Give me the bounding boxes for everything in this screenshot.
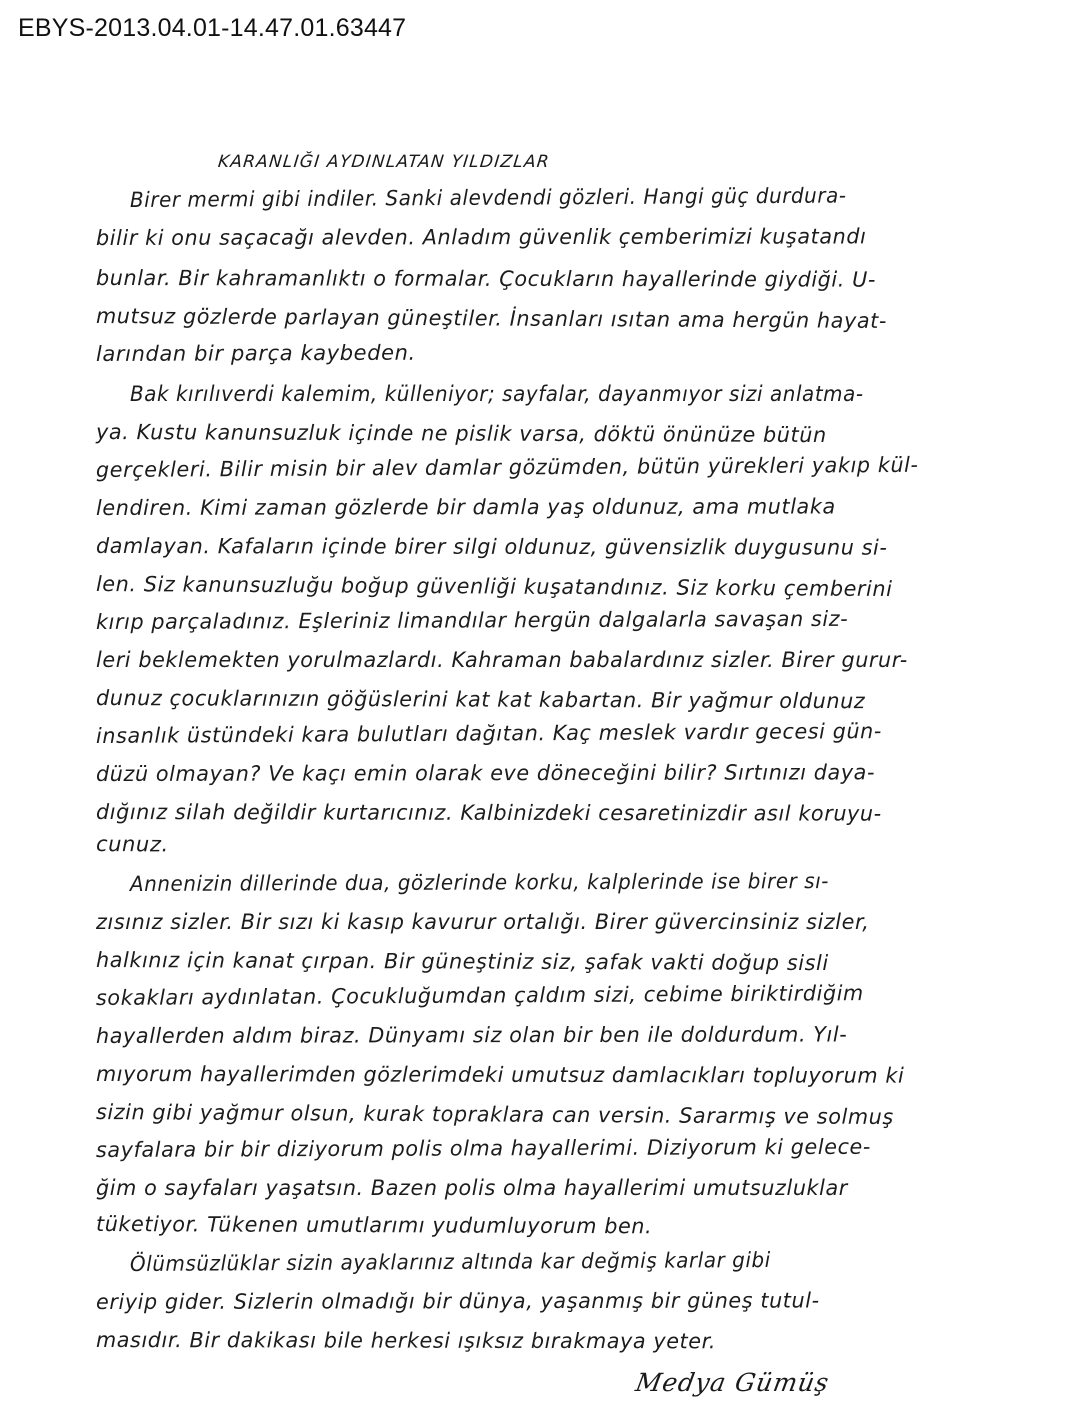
essay-line: düzü olmayan? Ve kaçı emin olarak eve döneceğini bilir? Sırtınızı daya- bbox=[95, 760, 876, 786]
essay-line: larından bir parça kaybeden. bbox=[95, 340, 416, 366]
essay-line: tüketiyor. Tükenen umutlarımı yudumluyorum ben. bbox=[95, 1212, 653, 1239]
essay-line: sokakları aydınlatan. Çocukluğumdan çaldım sizi, cebime biriktirdiğim bbox=[95, 981, 864, 1010]
essay-line: ya. Kustu kanunsuzluk içinde ne pislik varsa, döktü önünüze bütün bbox=[95, 420, 827, 448]
essay-line: mıyorum hayallerimden gözlerimdeki umutsuz damlacıkları topluyorum ki bbox=[95, 1062, 905, 1088]
essay-line: zısınız sizler. Bir sızı ki kasıp kavurur ortalığı. Birer güvercinsiniz sizler, bbox=[96, 910, 870, 934]
essay-line: damlayan. Kafaların içinde birer silgi oldunuz, güvensizlik duygusunu si- bbox=[95, 534, 888, 560]
essay-line: dunuz çocuklarınızın göğüslerini kat kat kabartan. Bir yağmur oldunuz bbox=[95, 686, 866, 714]
essay-line: len. Siz kanunsuzluğu boğup güvenliği kuşatandınız. Siz korku çemberini bbox=[95, 572, 893, 602]
essay-line: Bak kırılıverdi kalemim, külleniyor; sayfalar, dayanmıyor sizi anlatma- bbox=[130, 382, 864, 406]
essay-line: kırıp parçaladınız. Eşleriniz limandılar hergün dalgalarla savaşan siz- bbox=[95, 606, 849, 634]
essay-line: hayallerden aldım biraz. Dünyamı siz olan bir ben ile doldurdum. Yıl- bbox=[95, 1022, 848, 1048]
essay-line: cunuz. bbox=[95, 832, 169, 857]
essay-line: Ölümsüzlüklar sizin ayaklarınız altında kar değmiş karlar gibi bbox=[129, 1247, 771, 1276]
essay-line: dığınız silah değildir kurtarıcınız. Kalbinizdeki cesaretinizdir asıl koruyu- bbox=[95, 800, 882, 826]
essay-line: Birer mermi gibi indiler. Sanki alevdendi gözleri. Hangi güç durdura- bbox=[129, 183, 847, 212]
essay-line: leri beklemekten yorulmazlardı. Kahraman babalardınız sizler. Birer gurur- bbox=[96, 648, 908, 672]
essay-line: halkınız için kanat çırpan. Bir güneştiniz siz, şafak vakti doğup sisli bbox=[95, 948, 829, 976]
essay-line: insanlık üstündeki kara bulutları dağıtan. Kaç meslek vardır gecesi gün- bbox=[95, 719, 883, 748]
essay-line: sizin gibi yağmur olsun, kurak topraklara can versin. Sararmış ve solmuş bbox=[95, 1100, 894, 1130]
essay-line: Annenizin dillerinde dua, gözlerinde korku, kalplerinde ise birer sı- bbox=[129, 869, 830, 896]
author-signature: Medya Gümüş bbox=[633, 1368, 832, 1397]
essay-title: KARANLIĞI AYDINLATAN YILDIZLAR bbox=[216, 152, 551, 172]
essay-line: ğim o sayfaları yaşatsın. Bazen polis olma hayallerimi umutsuzluklar bbox=[96, 1176, 848, 1200]
essay-line: lendiren. Kimi zaman gözlerde bir damla yaş oldunuz, ama mutlaka bbox=[95, 494, 836, 520]
essay-line: mutsuz gözlerde parlayan güneştiler. İnsanları ısıtan ama hergün hayat- bbox=[95, 304, 888, 333]
essay-line: eriyip gider. Sizlerin olmadığı bir dünya, yaşanmış bir güneş tutul- bbox=[95, 1288, 820, 1314]
essay-line: sayfalara bir bir diziyorum polis olma hayallerimi. Diziyorum ki gelece- bbox=[95, 1134, 871, 1162]
essay-line: bilir ki onu saçacağı alevden. Anladım güvenlik çemberimizi kuşatandı bbox=[95, 224, 867, 250]
document-id: EBYS-2013.04.01-14.47.01.63447 bbox=[18, 14, 407, 42]
essay-line: bunlar. Bir kahramanlıktı o formalar. Çocukların hayallerinde giydiği. U- bbox=[95, 266, 877, 292]
essay-line: masıdır. Bir dakikası bile herkesi ışıksız bırakmaya yeter. bbox=[95, 1328, 717, 1354]
essay-line: gerçekleri. Bilir misin bir alev damlar gözümden, bütün yürekleri yakıp kül- bbox=[95, 452, 919, 482]
